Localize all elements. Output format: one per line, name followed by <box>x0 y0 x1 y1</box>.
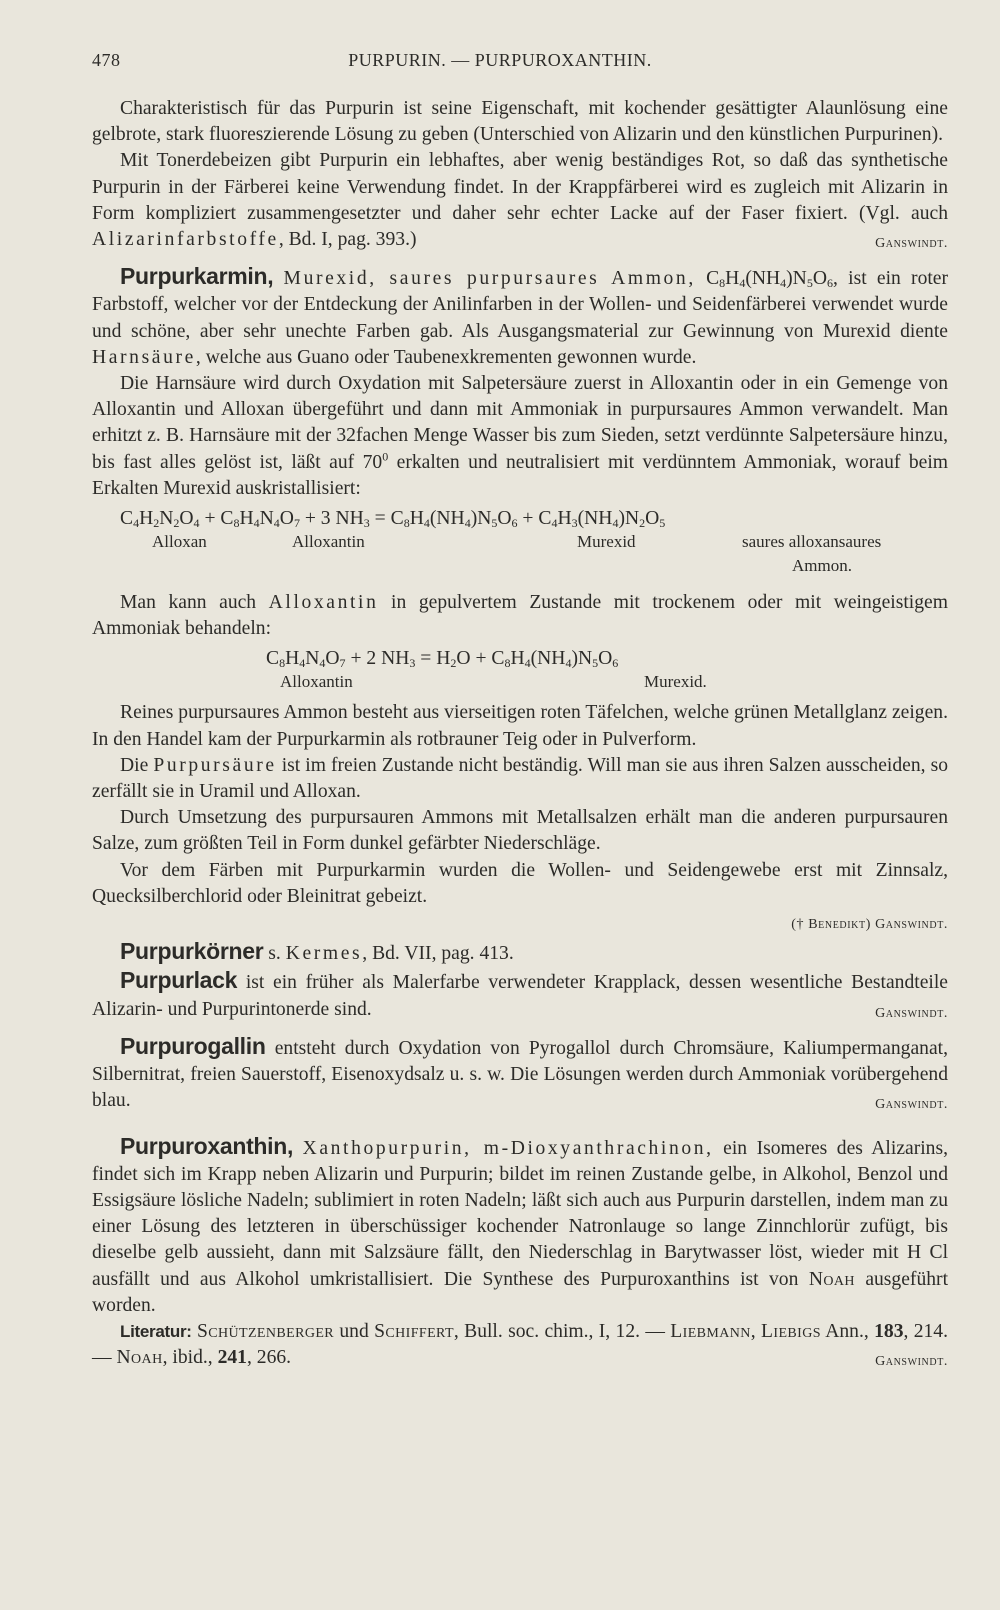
entry-heading: Purpuroxanthin, <box>120 1132 294 1159</box>
paragraph: Vor dem Färben mit Purpurkarmin wurden die Wollen- und Seidengewebe erst mit Zinnsalz, Quecksilberchlorid oder Bleinitrat gebeizt. <box>92 859 948 907</box>
chemical-equation-1: $C_4H_2N_2O_4 + C_8H_4N_4O_7 + 3$ $NH_3 = C_8H_4(NH_4)N_5O_6 + C_4H_3(NH_4)N_2O_5$ Alloxan Alloxantin Murexid saures alloxansaures Ammon. <box>120 508 882 576</box>
crossref-kermes: Kermes <box>285 943 363 965</box>
signature-line <box>92 910 948 938</box>
signature: († Benedikt) Ganswindt. <box>791 917 948 933</box>
signature: Ganswindt. <box>875 1005 948 1021</box>
equation-label: Ammon. <box>792 556 852 576</box>
equation-label: saures alloxansaures <box>742 532 882 552</box>
chemical-equation-2: $C_8H_4N_4O_7 + 2$ $NH_3 = H_2O + C_8H_4(NH_4)N_5O_6$ Alloxantin Murexid. <box>266 648 707 692</box>
paragraph: Die Purpursäure ist im freien Zustande nicht beständig. Will man sie aus ihren Salzen ausscheiden, so zerfällt sie in Uramil und Alloxan. <box>92 754 948 803</box>
paragraph: Die Harnsäure wird durch Oxydation mit Salpetersäure zuerst in Alloxantin oder in ein Gemenge von Alloxantin und Alloxan übergeführt und dann mit Ammoniak in purpursaures Ammon verwandelt. Man erhitzt z. B. Harnsäure mit der 32fachen Menge Wasser bis zum Sieden, setzt verdünnte Salpetersäure hinzu, bis fast alles gelöst ist, läßt auf $70^0$ erkalten und neutralisiert mit verdünntem Ammoniak, worauf beim Erkalten Murexid auskristallisiert: <box>92 373 948 499</box>
equation-label: Murexid. <box>644 672 707 692</box>
term-alloxantin: Alloxantin <box>268 592 379 614</box>
literature-label: Literatur: <box>120 1321 192 1341</box>
crossref-alizarinfarbstoffe: Alizarinfarbstoffe <box>92 229 279 251</box>
equation-label: Alloxantin <box>280 672 353 692</box>
term-purpursaeure: Purpursäure <box>153 754 277 776</box>
page-number: 478 <box>92 50 121 70</box>
entry-heading: Purpurkarmin, <box>120 263 274 290</box>
entry-heading: Purpurkörner <box>120 938 264 965</box>
intro-paragraph-2: Mit Tonerdebeizen gibt Purpurin ein lebhaftes, aber wenig beständiges Rot, so daß das synthetische Purpurin in der Färberei keine Verwendung findet. In der Krappfärberei wird es zugleich mit Alizarin in Form kompliziert zusammengesetzter und daher sehr echter Lacke auf der Faser fixiert. (Vgl. auch Alizarinfarbstoffe, Bd. I, pag. 393.) Ganswindt. <box>92 148 948 253</box>
author-noah: Noah <box>808 1268 855 1290</box>
entry-purpurlack: Purpurlack ist ein früher als Malerfarbe verwendeter Krapplack, dessen wesentliche Bestandteile Alizarin- und Purpurintonerde sind. Ganswindt. <box>92 967 948 1022</box>
signature: Ganswindt. <box>875 236 948 252</box>
entry-heading: Purpurlack <box>120 967 238 994</box>
intro-paragraph-1: Charakteristisch für das Purpurin ist seine Eigenschaft, mit kochender gesättigter Alaunlösung eine gelbrote, stark fluoreszierende Lösung zu geben (Unterschied von Alizarin und den künstlichen Purpurinen). <box>92 98 948 146</box>
paragraph: Durch Umsetzung des purpursauren Ammons mit Metallsalzen erhält man die anderen purpursauren Salze, zum größten Teil in Form dunkel gefärbter Niederschläge. <box>92 807 948 855</box>
synonyms: Murexid, saures purpursaures Ammon, <box>283 268 696 290</box>
entry-heading: Purpurogallin <box>120 1032 266 1059</box>
signature: Ganswindt. <box>875 1354 948 1370</box>
entry-purpurogallin: Purpurogallin entsteht durch Oxydation von Pyrogallol durch Chromsäure, Kaliumpermanganat, Silbernitrat, freien Sauerstoff, Eisenoxydsalz u. s. w. Die Lösungen werden durch Ammoniak vorübergehend blau. Ganswindt. <box>92 1033 948 1115</box>
paragraph: Man kann auch Alloxantin in gepulvertem Zustande mit trockenem oder mit weingeistigem Ammoniak behandeln: <box>92 592 948 640</box>
running-title: PURPURIN. — PURPUROXANTHIN. <box>348 50 652 70</box>
entry-purpurkoerner: Purpurkörner s. Kermes, Bd. VII, pag. 413. <box>120 938 514 965</box>
term-harnsaeure: Harnsäure <box>92 346 196 368</box>
page-header <box>0 50 1000 80</box>
signature: Ganswindt. <box>875 1097 948 1113</box>
entry-purpurkarmin: Purpurkarmin, Murexid, saures purpursaures Ammon, $C_8H_4(NH_4)N_5O_6$, ist ein roter Farbstoff, welcher vor der Entdeckung der Anilinfarben in der Wollen- und Seidenfärberei verwendet wurde und schöne, aber sehr unechte Farben gab. Als Ausgangsmaterial zur Gewinnung von Murexid diente Harnsäure, welche aus Guano oder Taubenexkrementen gewonnen wurde. <box>92 263 949 368</box>
literature: Literatur: Schützenberger und Schiffert, Bull. soc. chim., I, 12. — Liebmann, Liebigs Ann., 183, 214. — Noah, ibid., 241, 266. Ganswindt. <box>92 1319 948 1371</box>
entry-purpuroxanthin: Purpuroxanthin, Xanthopurpurin, m-Dioxyanthrachinon, ein Isomeres des Alizarins, findet sich im Krapp neben Alizarin und Purpurin; bildet im reinen Zustande gelbe, in Alkohol, Benzol und Essigsäure lösliche Nadeln; sublimiert in roten Nadeln; läßt sich auch aus Purpurin darstellen, indem man zu einer Lösung des letzteren in überschüssiger kochender Natronlauge so lange Zinnchlorür zufügt, bis dieselbe gelb aussieht, dann mit Salzsäure fällt, den Niederschlag in Barytwasser löst, wieder mit H Cl ausfällt und aus Alkohol umkristallisiert. Die Synthese des Purpuroxanthins ist von Noah ausgeführt worden. <box>92 1132 949 1316</box>
equation-label: Murexid <box>577 532 636 552</box>
page-body <box>92 96 948 1375</box>
synonyms: Xanthopurpurin, m-Dioxyanthrachinon, <box>302 1137 714 1159</box>
paragraph: Reines purpursaures Ammon besteht aus vierseitigen roten Täfelchen, welche grünen Metallglanz zeigen. In den Handel kam der Purpurkarmin als rotbrauner Teig oder in Pulverform. <box>92 702 948 750</box>
equation-label: Alloxan <box>152 532 207 552</box>
equation-label: Alloxantin <box>292 532 365 552</box>
